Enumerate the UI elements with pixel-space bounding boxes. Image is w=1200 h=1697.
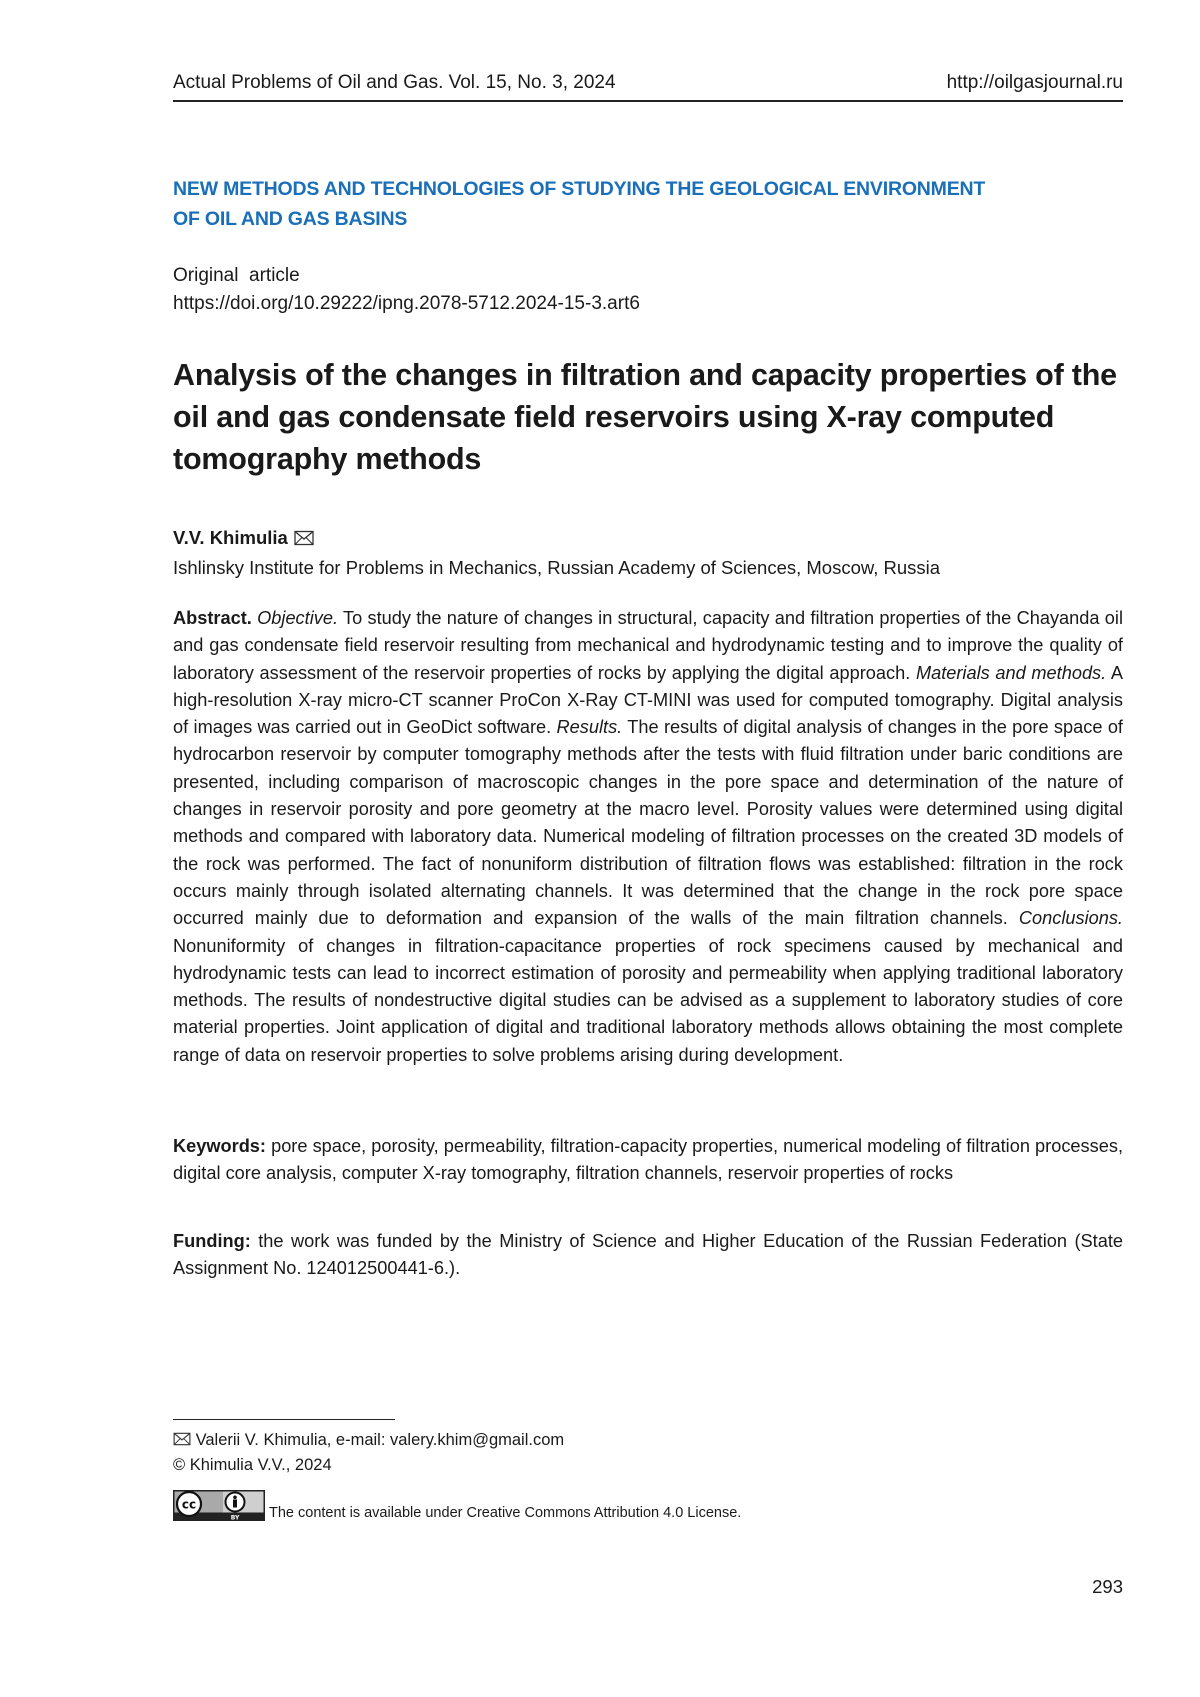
article-type: Original article [173,265,300,286]
keywords [173,1133,1123,1188]
copyright-note: © Khimulia V.V., 2024 [173,1456,332,1474]
funding-text: the work was funded by the Ministry of Science and Higher Education of the Russian Federation (State Assignment No. 124012500441-6.). [173,1231,1123,1279]
running-header [173,72,1123,102]
envelope-icon [173,1431,191,1449]
section-heading-line-1: NEW METHODS AND TECHNOLOGIES OF STUDYING THE GEOLOGICAL ENVIRONMENT [173,178,986,200]
objective-label: Objective. [257,608,339,628]
svg-text:BY: BY [230,1514,240,1521]
author-name: V.V. Khimulia [173,527,288,548]
footnotes [173,1428,564,1478]
funding [173,1228,1123,1283]
cc-by-badge-icon[interactable] [173,1490,265,1521]
author-block [173,524,1123,582]
license-text: The content is available under Creative Commons Attribution 4.0 License. [269,1505,742,1521]
envelope-icon[interactable] [294,526,314,554]
results-text: The results of digital analysis of changes in the pore space of hydrocarbon reservoir by computer tomography methods after the tests with fluid filtration under baric conditions are presented, including comparison of macroscopic changes in the pore space and determination of the nature of changes in reservoir porosity and pore geometry at the macro level. Porosity values were determined using digital methods and compared with laboratory data. Numerical modeling of filtration processes on the created 3D models of the rock was performed. The fact of nonuniform distribution of filtration flows was established: filtration in the rock occurs mainly through isolated alternating channels. It was determined that the change in the rock pore space occurred mainly due to deformation and expansion of the walls of the main filtration channels. [173,717,1123,929]
methods-text: A high-resolution X-ray micro-CT scanner ProCon X-Ray CT-MINI was used for computed tomography. Digital analysis of images was carried out in GeoDict software. [173,662,1124,738]
funding-label: Funding: [173,1231,251,1251]
article-title: Analysis of the changes in filtration and capacity properties of the oil and gas condensate field reservoirs using X-ray computed tomography methods [173,358,1117,476]
svg-text:cc: cc [181,1497,197,1512]
keywords-label: Keywords: [173,1136,266,1156]
journal-url[interactable]: http://oilgasjournal.ru [946,72,1123,93]
abstract [173,605,1123,1069]
page-number: 293 [1092,1576,1123,1597]
results-label: Results. [556,717,623,738]
section-heading-line-2: OF OIL AND GAS BASINS [173,208,408,230]
abstract-label: Abstract. [173,608,252,628]
conclusions-text: Nonuniformity of changes in filtration-capacitance properties of rock specimens caused by mechanical and hydrodynamic tests can lead to incorrect estimation of porosity and permeability when applying traditional laboratory methods. The results of nondestructive digital studies can be advised as a supplement to laboratory studies of core material properties. Joint application of digital and traditional laboratory methods allows obtaining the most complete range of data on reservoir properties to solve problems arising during development. [173,935,1123,1065]
article-meta [173,262,640,318]
keywords-text: pore space, porosity, permeability, filtration-capacity properties, numerical modeling of filtration processes, digital core analysis, computer X-ray tomography, filtration channels, reservoir properties of rocks [173,1136,1123,1184]
journal-citation: Actual Problems of Oil and Gas. Vol. 15, No. 3, 2024 [173,72,616,93]
license-block [173,1490,741,1521]
methods-label: Materials and methods. [915,662,1107,683]
doi-link[interactable]: https://doi.org/10.29222/ipng.2078-5712.2024-15-3.art6 [173,293,640,314]
conclusions-label: Conclusions. [1018,908,1123,929]
author-affiliation: Ishlinsky Institute for Problems in Mechanics, Russian Academy of Sciences, Moscow, Russia [173,557,941,578]
objective-text: To study the nature of changes in structural, capacity and filtration properties of the Chayanda oil and gas condensate field reservoir resulting from mechanical and hydrodynamic testing and to improve the quality of laboratory assessment of the reservoir properties of rocks by applying the digital approach. [173,608,1123,683]
section-heading [173,174,1073,234]
footnote-divider [173,1419,395,1420]
correspondence-note: Valerii V. Khimulia, e-mail: valery.khim@gmail.com [195,1431,565,1449]
